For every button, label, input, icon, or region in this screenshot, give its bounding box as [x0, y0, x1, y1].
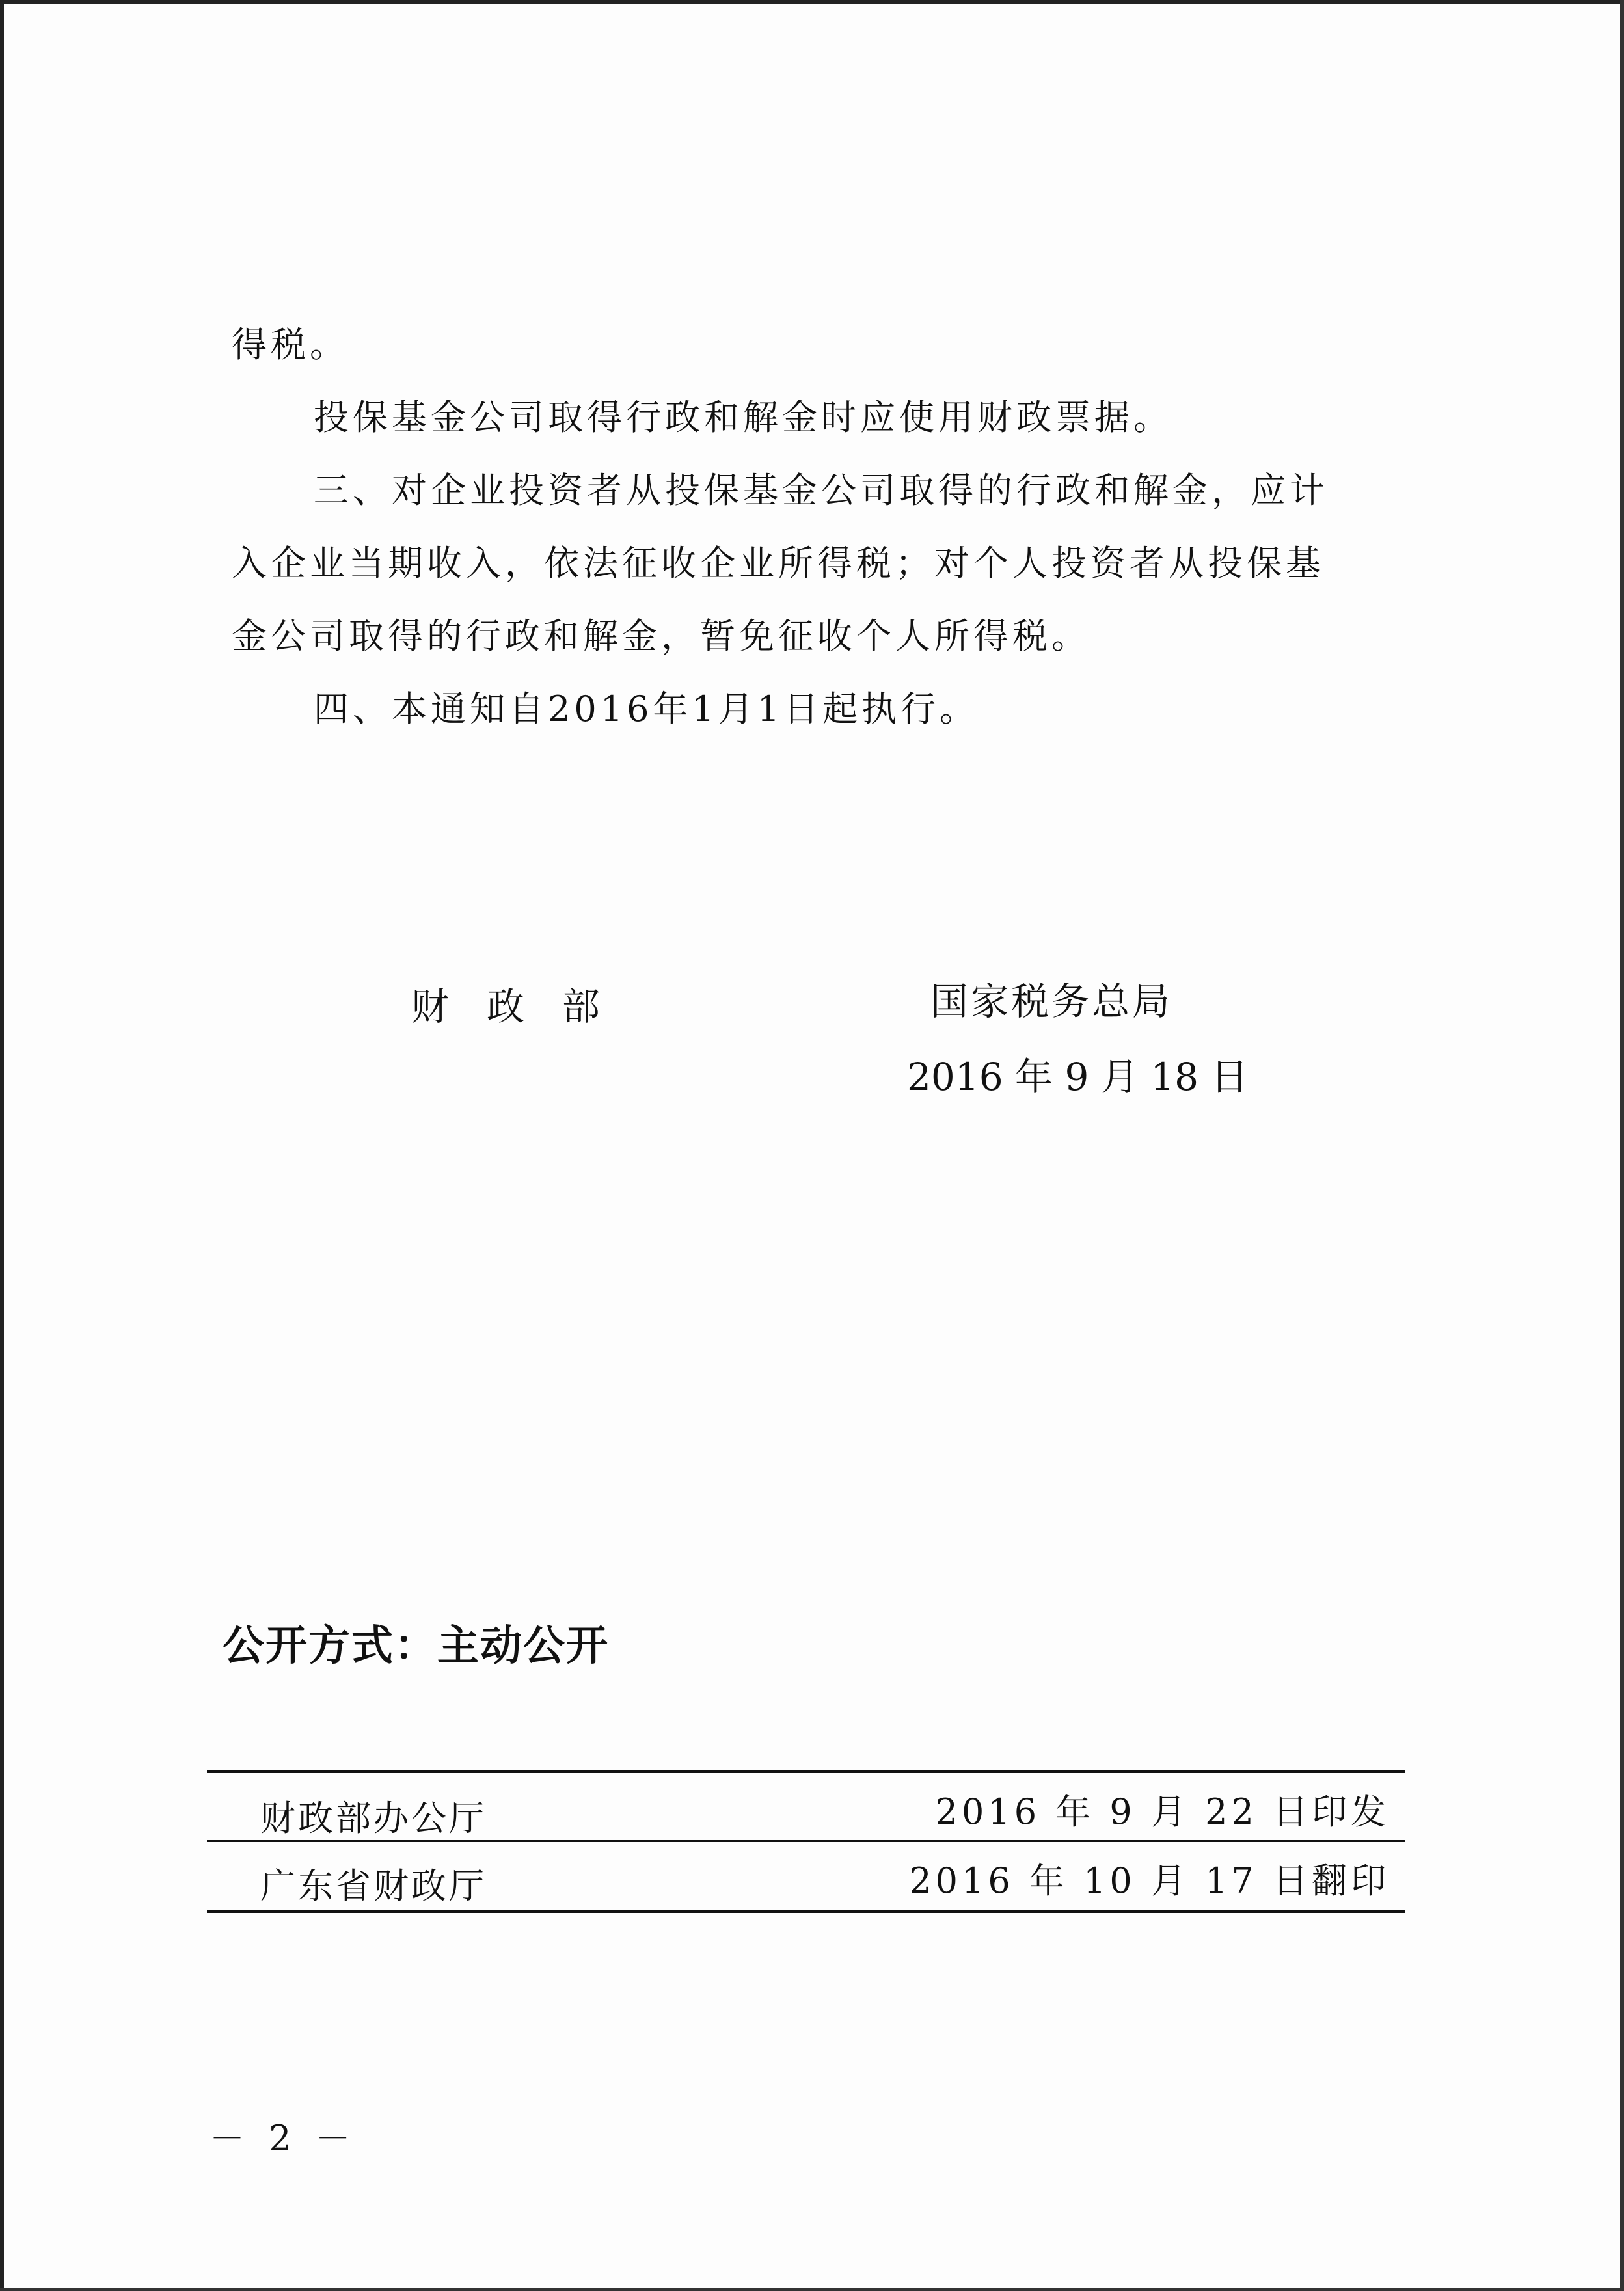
footer-office-2: 广东省财政厅	[260, 1865, 487, 1906]
footer-bottom-rule	[207, 1910, 1405, 1913]
issue-date: 2016 年 9 月 18 日	[907, 1055, 1249, 1099]
issuer-tax-administration: 国家税务总局	[930, 979, 1173, 1023]
page-number: － 2 －	[210, 2118, 357, 2159]
issuer-ministry-of-finance: 财 政 部	[411, 984, 601, 1029]
footer-office-1: 财政部办公厅	[260, 1798, 487, 1839]
footer-top-rule	[207, 1770, 1405, 1773]
body-line-3: 三、对企业投资者从投保基金公司取得的行政和解金，应计	[314, 470, 1329, 511]
body-line-4: 入企业当期收入，依法征收企业所得税；对个人投资者从投保基	[232, 543, 1325, 584]
scan-edge-top	[0, 0, 1624, 4]
scan-edge-bottom	[0, 2288, 1624, 2291]
scan-edge-right	[1620, 0, 1624, 2291]
body-line-1: 得税。	[232, 324, 349, 365]
scan-edge-left	[0, 0, 4, 2291]
footer-middle-rule	[207, 1840, 1405, 1842]
body-line-5: 金公司取得的行政和解金，暂免征收个人所得税。	[232, 616, 1090, 657]
body-line-6: 四、本通知自2016年1月1日起执行。	[314, 688, 979, 729]
footer-date-1: 2016 年 9 月 22 日印发	[935, 1791, 1390, 1832]
footer-date-2: 2016 年 10 月 17 日翻印	[909, 1860, 1390, 1901]
disclosure-method: 公开方式：主动公开	[223, 1621, 609, 1670]
body-line-2: 投保基金公司取得行政和解金时应使用财政票据。	[314, 397, 1172, 438]
